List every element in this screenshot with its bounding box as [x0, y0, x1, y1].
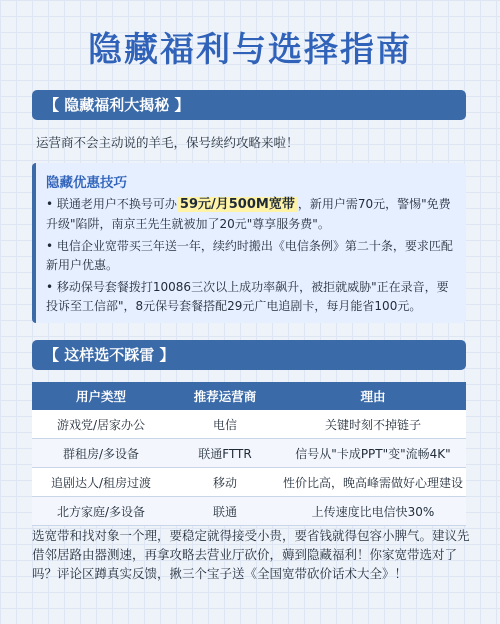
column-header-user-type: 用户类型	[32, 382, 170, 410]
table-cell: 联通FTTR	[170, 439, 280, 468]
table-cell: 联通	[170, 497, 280, 526]
table-cell: 追剧达人/租房过渡	[32, 468, 170, 497]
table-row	[32, 439, 466, 468]
section-heading-selection: 【 这样选不踩雷 】	[32, 340, 466, 370]
tip-text: ，新用户需70元，警惕"免费升级"陷阱，南京王先生就被加了20元"尊享服务费"。	[46, 197, 451, 231]
table-header-row	[32, 382, 466, 410]
table-cell: 电信	[170, 410, 280, 439]
tips-title: 隐藏优惠技巧	[46, 175, 127, 191]
recommendation-table	[32, 382, 466, 526]
page-title: 隐藏福利与选择指南	[88, 30, 412, 70]
table-cell: 关键时刻不掉链子	[280, 410, 466, 439]
table-row	[32, 468, 466, 497]
table-cell: 信号从"卡成PPT"变"流畅4K"	[280, 439, 466, 468]
table-cell: 群租房/多设备	[32, 439, 170, 468]
table-row	[32, 410, 466, 439]
column-header-reason: 理由	[280, 382, 466, 410]
price-highlight: 59元/月500M宽带	[177, 197, 298, 212]
tip-item	[46, 195, 456, 233]
intro-text: 运营商不会主动说的羊毛，保号续约攻略来啦！	[36, 135, 299, 150]
table-cell: 上传速度比电信快30%	[280, 497, 466, 526]
table-cell: 移动	[170, 468, 280, 497]
column-header-carrier: 推荐运营商	[170, 382, 280, 410]
table-row	[32, 497, 466, 526]
section-heading-hidden-benefits: 【 隐藏福利大揭秘 】	[32, 90, 466, 120]
tip-text: • 联通老用户不换号可办	[46, 197, 177, 211]
table-cell: 游戏党/居家办公	[32, 410, 170, 439]
tips-box	[32, 163, 466, 323]
tip-item: • 移动保号套餐拨打10086三次以上成功率飙升，被拒就威胁"正在录音，要投诉至工信部"，8元保号套餐搭配29元广电追剧卡，每月能省100元。	[46, 280, 449, 313]
tip-item: • 电信企业宽带买三年送一年，续约时搬出《电信条例》第二十条，要求匹配新用户优惠。	[46, 239, 453, 272]
table-cell: 性价比高，晚高峰需做好心理建设	[280, 468, 466, 497]
closing-text: 选宽带和找对象一个理，要稳定就得接受小贵，要省钱就得包容小脾气。建议先借邻居路由器测速，再拿攻略去营业厅砍价，薅到隐藏福利！你家宽带选对了吗？评论区蹲真实反馈，揪三个宝子送《全国宽带砍价话术大全》！	[32, 528, 470, 581]
table-cell: 北方家庭/多设备	[32, 497, 170, 526]
